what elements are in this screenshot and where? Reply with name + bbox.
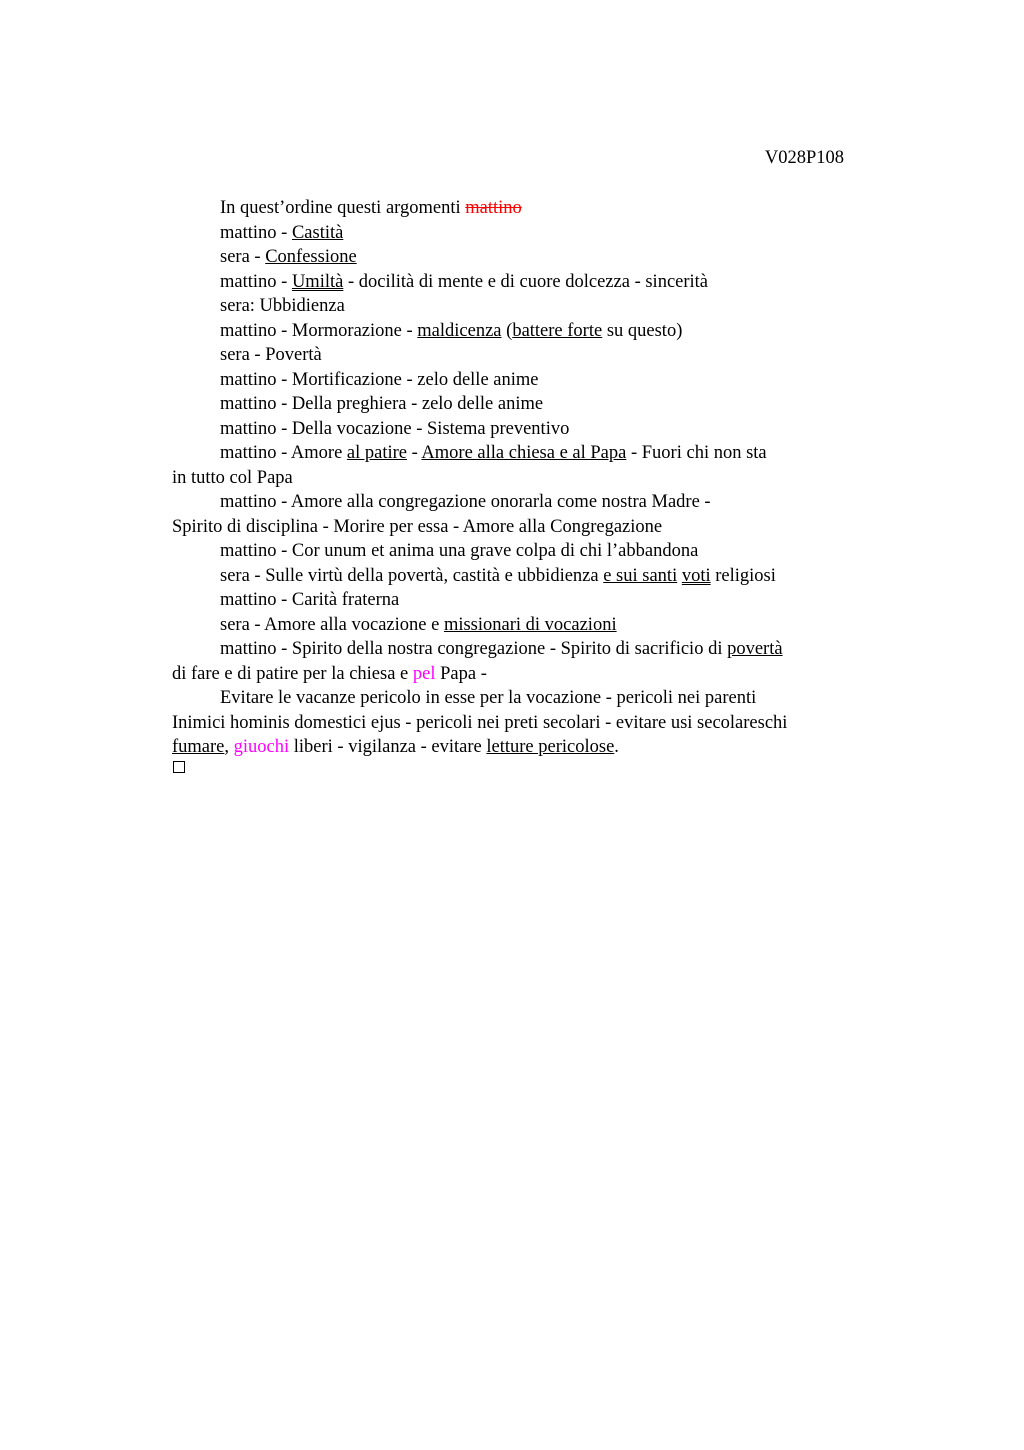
text-segment: giuochi (233, 737, 290, 757)
text-line (172, 539, 862, 564)
text-segment: , (224, 737, 234, 757)
text-segment: . (614, 737, 619, 757)
page-reference: V028P108 (764, 148, 844, 168)
text-segment: Evitare le vacanze pericolo in esse per la vocazione - pericoli nei parenti (220, 688, 757, 708)
text-segment: su questo) (602, 320, 683, 341)
text-segment: mattino - Della vocazione - Sistema preventivo (220, 418, 570, 439)
text-segment: battere forte (512, 320, 603, 341)
text-line (172, 711, 862, 736)
text-line (172, 392, 862, 417)
text-segment: sera - (220, 247, 266, 267)
text-line (172, 662, 862, 687)
text-line (172, 441, 862, 466)
text-segment: mattino - Mormorazione - (220, 320, 418, 341)
text-segment: povertà (727, 639, 783, 659)
text-segment: ( (501, 320, 513, 341)
text-line (172, 490, 862, 515)
text-segment: in tutto col Papa (172, 467, 293, 488)
text-line (172, 245, 862, 270)
text-line (172, 588, 862, 613)
text-line (172, 196, 862, 221)
text-segment: letture pericolose (486, 737, 615, 757)
text-segment: Confessione (265, 247, 357, 267)
text-segment: maldicenza (417, 320, 502, 341)
text-line (172, 686, 862, 711)
text-segment: - Fuori chi non sta (626, 443, 767, 463)
text-segment: fumare (172, 737, 225, 757)
text-segment: pel (412, 663, 436, 684)
text-segment: In quest’ordine questi argomenti (220, 198, 466, 218)
text-segment: - (407, 443, 422, 463)
text-segment: mattino - (220, 271, 292, 292)
text-segment: mattino - Spirito della nostra congregazione - Spirito di sacrificio di (220, 639, 728, 659)
text-segment: Inimici hominis domestici ejus - pericoli nei preti secolari - evitare usi secolareschi (172, 712, 788, 733)
text-segment: Castità (291, 222, 344, 243)
text-line (172, 270, 862, 295)
text-line (172, 564, 862, 589)
text-line (172, 343, 862, 368)
text-line (172, 613, 862, 638)
text-segment: sera - Sulle virtù della povertà, castità e ubbidienza (220, 565, 604, 586)
text-segment: Papa - (435, 663, 487, 684)
empty-checkbox-glyph (173, 761, 185, 773)
text-segment: - docilità di mente e di cuore dolcezza - sincerità (343, 271, 709, 292)
text-segment: mattino - Carità fraterna (220, 590, 400, 610)
text-segment: Spirito di disciplina - Morire per essa - Amore alla Congregazione (172, 516, 663, 537)
text-segment: mattino - Amore (220, 443, 347, 463)
text-segment: sera - Amore alla vocazione e (220, 614, 444, 635)
text-segment: missionari di vocazioni (443, 614, 617, 635)
text-segment: mattino - Amore alla congregazione onorarla come nostra Madre - (220, 492, 711, 512)
text-segment: mattino - Della preghiera - zelo delle anime (220, 394, 544, 414)
text-segment: Amore alla chiesa e al Papa (421, 443, 627, 463)
text-line (172, 735, 862, 760)
document-body (172, 196, 862, 760)
text-segment: di fare e di patire per la chiesa e (172, 663, 413, 684)
text-line (172, 368, 862, 393)
text-line (172, 294, 862, 319)
text-segment: al patire (346, 443, 408, 463)
text-segment: mattino (465, 198, 522, 218)
text-line (172, 515, 862, 540)
text-line (172, 417, 862, 442)
text-segment: sera - Povertà (220, 345, 322, 365)
text-segment: e sui santi (603, 565, 678, 586)
text-segment: Umiltà (291, 271, 344, 292)
text-line (172, 319, 862, 344)
text-segment: voti (681, 565, 711, 586)
text-segment: religiosi (710, 565, 776, 586)
text-line (172, 466, 862, 491)
text-segment: liberi - vigilanza - evitare (289, 737, 487, 757)
text-line (172, 221, 862, 246)
text-segment: mattino - Mortificazione - zelo delle anime (220, 369, 539, 390)
text-line (172, 637, 862, 662)
text-segment: sera: Ubbidienza (220, 296, 345, 316)
text-segment: mattino - (220, 222, 292, 243)
text-segment: mattino - Cor unum et anima una grave colpa di chi l’abbandona (220, 541, 699, 561)
